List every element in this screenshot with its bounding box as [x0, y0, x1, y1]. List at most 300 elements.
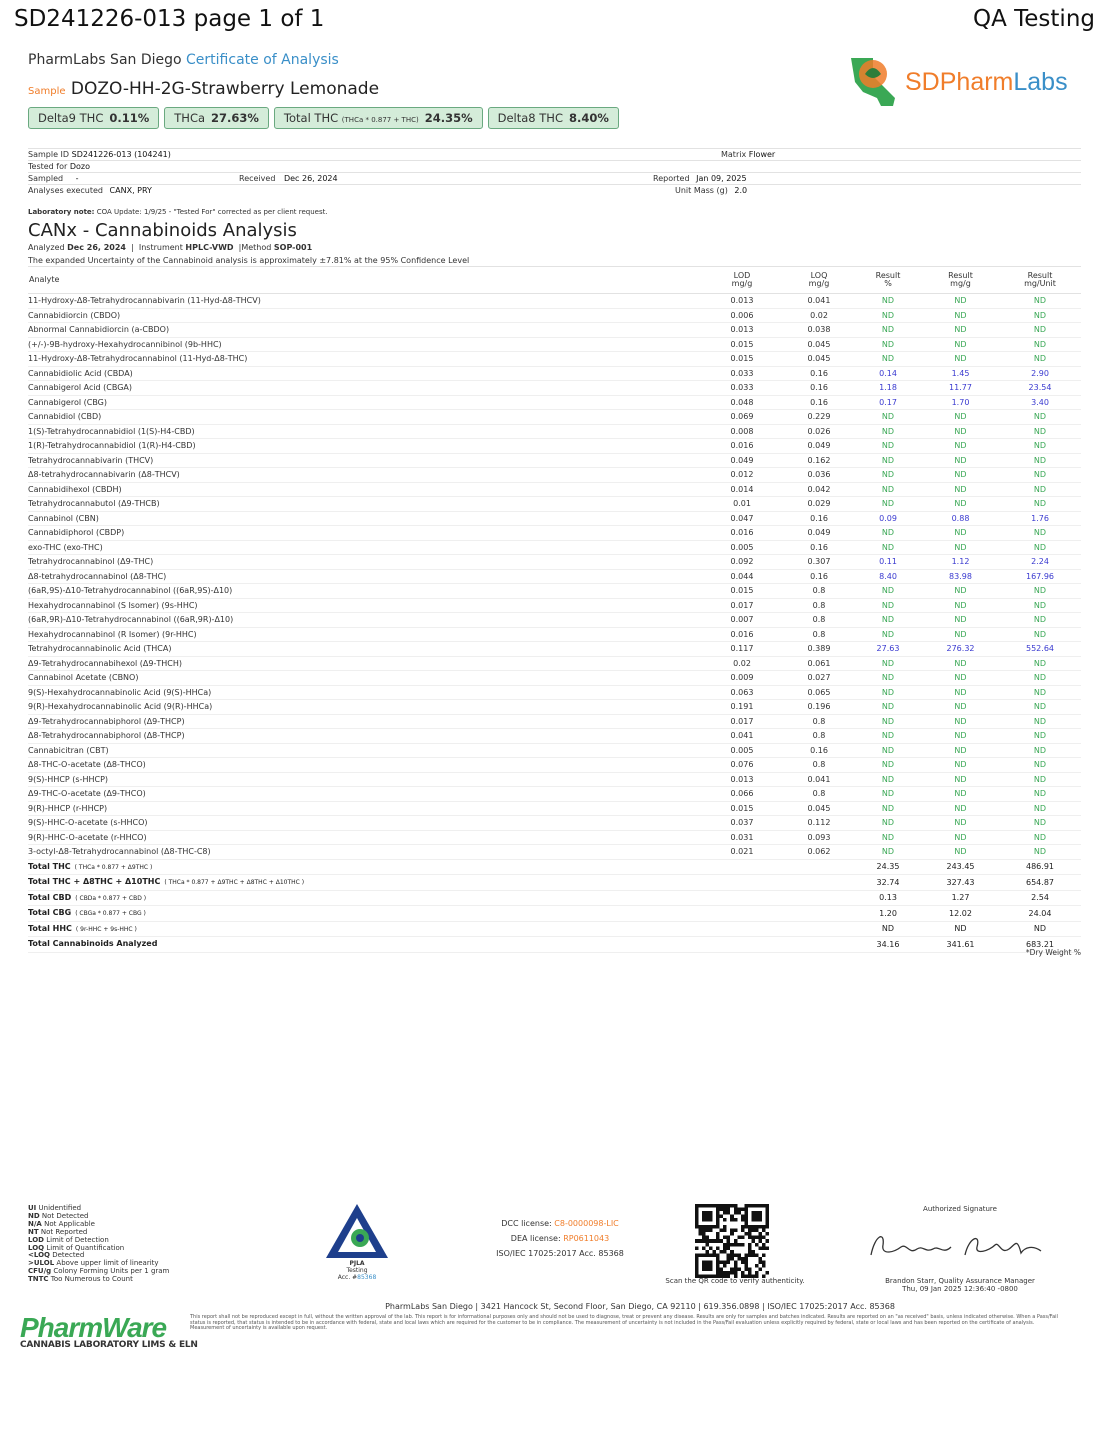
result-pct: ND: [854, 598, 922, 613]
total-mgunit: 24.04: [999, 906, 1081, 922]
table-row: [28, 729, 1081, 744]
loq-value: 0.196: [784, 700, 854, 715]
table-row: [28, 787, 1081, 802]
table-row: [28, 424, 1081, 439]
loq-value: 0.16: [784, 540, 854, 555]
table-row: [28, 540, 1081, 555]
result-pct: ND: [854, 830, 922, 845]
loq-value: [784, 921, 854, 937]
lod-value: 0.016: [700, 439, 784, 454]
analyte-name: Δ8-Tetrahydrocannabiphorol (Δ8-THCP): [28, 729, 700, 744]
loq-value: [784, 890, 854, 906]
legend-item: UI Unidentified: [28, 1204, 82, 1212]
loq-value: 0.049: [784, 526, 854, 541]
legend-item: ND Not Detected: [28, 1211, 89, 1220]
table-row: [28, 366, 1081, 381]
doc-type: Certificate of Analysis: [186, 52, 339, 68]
col-loq: LOQ mg/g: [784, 267, 854, 294]
result-pct: ND: [854, 424, 922, 439]
analyte-name: Tetrahydrocannabinolic Acid (THCA): [28, 642, 700, 657]
footer-disclaimer: This report shall not be reproduced except in full, without the written approval of the lab. This report is for informational purposes only and should not be used to diagnose, treat or prevent any disease. Results are only for samples and batches indicated. Results are reported on an "as received" basis, unless indicated otherwise. When a Pass/Fail status is reported, that status is intended to be in accordance with federal, state and local laws which are required for the customer to be in compliance. The measurement of uncertainty is not included in the Pass/Fail evaluation unless explicitly required by federal, state or local laws and has been reported on the certificate of analysis. Measurement of uncertainty is available upon request.: [190, 1314, 1058, 1331]
table-row: [28, 323, 1081, 338]
loq-value: 0.065: [784, 685, 854, 700]
result-pct: 8.40: [854, 569, 922, 584]
analyte-name: Tetrahydrocannabinol (Δ9-THC): [28, 555, 700, 570]
col-result-pct: Result %: [854, 267, 922, 294]
legend-item: CFU/g Colony Forming Units per 1 gram: [28, 1267, 170, 1276]
total-row: [28, 859, 1081, 875]
result-mgg: ND: [922, 729, 999, 744]
result-mgg: ND: [922, 598, 999, 613]
result-mgg: ND: [922, 845, 999, 860]
result-mgg: ND: [922, 714, 999, 729]
result-mgg: ND: [922, 410, 999, 425]
signature-heading: Authorized Signature: [923, 1205, 997, 1213]
result-pct: ND: [854, 410, 922, 425]
result-mgg: ND: [922, 424, 999, 439]
analyte-name: Δ8-tetrahydrocannabinol (Δ8-THC): [28, 569, 700, 584]
table-row: [28, 511, 1081, 526]
qr-caption: Scan the QR code to verify authenticity.: [665, 1277, 805, 1285]
loq-value: 0.16: [784, 511, 854, 526]
footer-address: PharmLabs San Diego | 3421 Hancock St, Second Floor, San Diego, CA 92110 | 619.356.0898 | ISO/IEC 17025:2017 Acc. 85368: [385, 1302, 895, 1311]
qr-code-icon[interactable]: [695, 1204, 769, 1278]
lod-value: 0.013: [700, 294, 784, 309]
total-mgunit: 2.54: [999, 890, 1081, 906]
result-mgunit: 167.96: [999, 569, 1081, 584]
result-pct: ND: [854, 685, 922, 700]
result-mgunit: ND: [999, 656, 1081, 671]
table-header-row: [28, 267, 1081, 294]
document-id: SD241226-013 page 1 of 1: [14, 6, 325, 32]
total-label: Total THC ( THCa * 0.877 + Δ9THC ): [28, 859, 700, 875]
lod-value: 0.005: [700, 540, 784, 555]
result-pct: ND: [854, 845, 922, 860]
result-mgg: ND: [922, 308, 999, 323]
loq-value: 0.16: [784, 381, 854, 396]
lod-value: 0.015: [700, 337, 784, 352]
result-mgg: ND: [922, 685, 999, 700]
analyte-name: 1(R)-Tetrahydrocannabidiol (1(R)-H4-CBD): [28, 439, 700, 454]
qa-testing-label: QA Testing: [972, 6, 1095, 32]
result-mgunit: ND: [999, 526, 1081, 541]
result-mgunit: ND: [999, 424, 1081, 439]
legend-item: NT Not Reported: [28, 1227, 88, 1236]
total-mgg: 341.61: [922, 937, 999, 953]
analyte-name: Hexahydrocannabinol (R Isomer) (9r-HHC): [28, 627, 700, 642]
dea-license: DEA license: RP0611043: [510, 1234, 610, 1243]
result-mgunit: ND: [999, 801, 1081, 816]
lod-value: 0.049: [700, 453, 784, 468]
analyte-name: Cannabidiorcin (CBDO): [28, 308, 700, 323]
handwritten-signature: [865, 1225, 1055, 1265]
lod-value: 0.031: [700, 830, 784, 845]
pill-thca: THCa 27.63%: [164, 107, 269, 129]
result-mgg: ND: [922, 439, 999, 454]
result-mgunit: ND: [999, 613, 1081, 628]
result-pct: ND: [854, 482, 922, 497]
result-mgg: ND: [922, 656, 999, 671]
table-row: [28, 439, 1081, 454]
result-mgg: ND: [922, 671, 999, 686]
legend-item: LOD Limit of Detection: [28, 1235, 109, 1244]
total-mgunit: 486.91: [999, 859, 1081, 875]
total-label: Total Cannabinoids Analyzed: [28, 937, 700, 953]
result-mgg: 0.88: [922, 511, 999, 526]
result-pct: ND: [854, 700, 922, 715]
total-label: Total THC + Δ8THC + Δ10THC ( THCa * 0.877 + Δ9THC + Δ8THC + Δ10THC ): [28, 875, 700, 891]
total-label: Total HHC ( 9r-HHC + 9s-HHC ): [28, 921, 700, 937]
result-mgg: ND: [922, 830, 999, 845]
result-mgunit: ND: [999, 410, 1081, 425]
analyte-name: Cannabigerol (CBG): [28, 395, 700, 410]
loq-value: [784, 906, 854, 922]
table-row: [28, 555, 1081, 570]
loq-value: 0.02: [784, 308, 854, 323]
table-row: [28, 671, 1081, 686]
lod-value: [700, 890, 784, 906]
lod-value: 0.076: [700, 758, 784, 773]
result-pct: ND: [854, 308, 922, 323]
california-map-icon: [843, 52, 905, 112]
sample-title: [28, 79, 379, 99]
total-mgg: ND: [922, 921, 999, 937]
total-pct: ND: [854, 921, 922, 937]
analyte-name: Cannabinol (CBN): [28, 511, 700, 526]
loq-value: 0.026: [784, 424, 854, 439]
result-mgg: ND: [922, 482, 999, 497]
result-mgg: 11.77: [922, 381, 999, 396]
loq-value: 0.8: [784, 729, 854, 744]
result-pct: ND: [854, 758, 922, 773]
result-mgg: ND: [922, 337, 999, 352]
table-row: [28, 743, 1081, 758]
result-pct: ND: [854, 540, 922, 555]
sdpharmlabs-logo: [843, 52, 1083, 112]
lod-value: 0.012: [700, 468, 784, 483]
table-row: [28, 830, 1081, 845]
pjla-text: PJLA Testing Acc. #85368: [337, 1260, 377, 1281]
loq-value: 0.093: [784, 830, 854, 845]
analyte-name: Δ9-Tetrahydrocannabiphorol (Δ9-THCP): [28, 714, 700, 729]
result-mgunit: ND: [999, 816, 1081, 831]
loq-value: 0.229: [784, 410, 854, 425]
result-mgunit: ND: [999, 584, 1081, 599]
result-mgg: ND: [922, 584, 999, 599]
result-mgunit: ND: [999, 308, 1081, 323]
lod-value: 0.048: [700, 395, 784, 410]
result-pct: 1.18: [854, 381, 922, 396]
lod-value: 0.037: [700, 816, 784, 831]
total-row: [28, 890, 1081, 906]
result-mgg: ND: [922, 816, 999, 831]
pharmware-logo: [20, 1312, 198, 1350]
info-row-1: Sample ID SD241226-013 (104241) Matrix Flower: [28, 148, 1081, 161]
result-mgunit: ND: [999, 323, 1081, 338]
col-analyte: Analyte: [28, 267, 700, 294]
lod-value: 0.047: [700, 511, 784, 526]
total-pct: 34.16: [854, 937, 922, 953]
result-mgg: ND: [922, 497, 999, 512]
total-mgunit: 683.21: [999, 937, 1081, 953]
result-pct: ND: [854, 468, 922, 483]
table-row: [28, 700, 1081, 715]
lod-value: [700, 906, 784, 922]
analyte-name: Cannabicitran (CBT): [28, 743, 700, 758]
table-row: [28, 845, 1081, 860]
result-pct: 0.09: [854, 511, 922, 526]
table-row: [28, 613, 1081, 628]
table-row: [28, 468, 1081, 483]
loq-value: 0.8: [784, 714, 854, 729]
lod-value: 0.033: [700, 381, 784, 396]
loq-value: 0.16: [784, 395, 854, 410]
lod-value: 0.015: [700, 584, 784, 599]
legend-item: TNTC Too Numerous to Count: [28, 1275, 133, 1284]
result-pct: 0.14: [854, 366, 922, 381]
lod-value: 0.044: [700, 569, 784, 584]
loq-value: 0.8: [784, 627, 854, 642]
analyte-name: Cannabinol Acetate (CBNO): [28, 671, 700, 686]
result-pct: 0.11: [854, 555, 922, 570]
result-mgg: ND: [922, 453, 999, 468]
col-result-mgunit: Result mg/Unit: [999, 267, 1081, 294]
info-row-2: Tested for Dozo: [28, 160, 1081, 173]
analyte-name: Cannabidiphorol (CBDP): [28, 526, 700, 541]
lod-value: 0.041: [700, 729, 784, 744]
loq-value: 0.038: [784, 323, 854, 338]
table-row: [28, 816, 1081, 831]
analyte-name: Cannabidiolic Acid (CBDA): [28, 366, 700, 381]
table-row: [28, 627, 1081, 642]
legend-item: N/A Not Applicable: [28, 1219, 95, 1228]
legend-item: <LOQ Detected: [28, 1251, 85, 1260]
loq-value: 0.041: [784, 294, 854, 309]
loq-value: 0.8: [784, 584, 854, 599]
result-mgunit: ND: [999, 729, 1081, 744]
result-pct: ND: [854, 439, 922, 454]
result-mgunit: 3.40: [999, 395, 1081, 410]
total-mgunit: ND: [999, 921, 1081, 937]
result-mgg: 276.32: [922, 642, 999, 657]
result-mgunit: ND: [999, 772, 1081, 787]
result-pct: ND: [854, 729, 922, 744]
lod-value: 0.117: [700, 642, 784, 657]
analyte-name: 9(R)-HHCP (r-HHCP): [28, 801, 700, 816]
result-pct: ND: [854, 656, 922, 671]
pill-delta8-thc: Delta8 THC 8.40%: [488, 107, 619, 129]
total-mgg: 1.27: [922, 890, 999, 906]
analyte-name: Δ9-THC-O-acetate (Δ9-THCO): [28, 787, 700, 802]
lab-heading: [28, 52, 339, 68]
table-row: [28, 308, 1081, 323]
analyte-name: (6aR,9S)-Δ10-Tetrahydrocannabinol ((6aR,9S)-Δ10): [28, 584, 700, 599]
lod-value: [700, 859, 784, 875]
table-row: [28, 714, 1081, 729]
result-mgunit: 2.24: [999, 555, 1081, 570]
result-pct: ND: [854, 671, 922, 686]
col-result-mgg: Result mg/g: [922, 267, 999, 294]
result-mgg: ND: [922, 526, 999, 541]
table-row: [28, 772, 1081, 787]
analyte-name: Cannabigerol Acid (CBGA): [28, 381, 700, 396]
sample-name: DOZO-HH-2G-Strawberry Lemonade: [70, 79, 380, 99]
loq-value: 0.062: [784, 845, 854, 860]
result-mgunit: ND: [999, 830, 1081, 845]
lod-value: 0.016: [700, 526, 784, 541]
analyte-name: Tetrahydrocannabutol (Δ9-THCB): [28, 497, 700, 512]
result-pct: ND: [854, 584, 922, 599]
analyte-name: Hexahydrocannabinol (S Isomer) (9s-HHC): [28, 598, 700, 613]
table-row: [28, 584, 1081, 599]
lab-name: PharmLabs San Diego: [28, 52, 182, 68]
result-mgunit: ND: [999, 482, 1081, 497]
result-pct: ND: [854, 627, 922, 642]
loq-value: [784, 937, 854, 953]
loq-value: 0.8: [784, 787, 854, 802]
lod-value: 0.009: [700, 671, 784, 686]
loq-value: 0.162: [784, 453, 854, 468]
result-mgunit: ND: [999, 453, 1081, 468]
result-mgunit: ND: [999, 787, 1081, 802]
lod-value: 0.016: [700, 627, 784, 642]
lod-value: 0.013: [700, 772, 784, 787]
loq-value: 0.041: [784, 772, 854, 787]
table-row: [28, 395, 1081, 410]
result-mgg: ND: [922, 352, 999, 367]
lod-value: 0.015: [700, 352, 784, 367]
result-mgg: ND: [922, 294, 999, 309]
lod-value: [700, 875, 784, 891]
pill-delta9-thc: Delta9 THC 0.11%: [28, 107, 159, 129]
result-mgg: ND: [922, 801, 999, 816]
logo-wordmark: SDPharmLabs: [905, 68, 1068, 96]
result-pct: ND: [854, 323, 922, 338]
lod-value: 0.01: [700, 497, 784, 512]
lod-value: 0.015: [700, 801, 784, 816]
result-mgunit: ND: [999, 714, 1081, 729]
analyte-name: 9(R)-HHC-O-acetate (r-HHCO): [28, 830, 700, 845]
lod-value: 0.063: [700, 685, 784, 700]
iso-accreditation: ISO/IEC 17025:2017 Acc. 85368: [496, 1249, 624, 1258]
analyte-name: Cannabidiol (CBD): [28, 410, 700, 425]
loq-value: 0.389: [784, 642, 854, 657]
result-mgg: ND: [922, 627, 999, 642]
analyte-name: (6aR,9R)-Δ10-Tetrahydrocannabinol ((6aR,9R)-Δ10): [28, 613, 700, 628]
result-pct: ND: [854, 787, 922, 802]
table-row: [28, 381, 1081, 396]
dry-weight-note: *Dry Weight %: [1025, 948, 1081, 957]
lod-value: 0.013: [700, 323, 784, 338]
col-lod: LOD mg/g: [700, 267, 784, 294]
loq-value: 0.16: [784, 569, 854, 584]
result-mgunit: ND: [999, 337, 1081, 352]
lod-value: 0.191: [700, 700, 784, 715]
analyte-name: 9(R)-Hexahydrocannabinolic Acid (9(R)-HHCa): [28, 700, 700, 715]
abbreviation-legend: [28, 1205, 169, 1284]
result-mgunit: ND: [999, 598, 1081, 613]
loq-value: 0.045: [784, 352, 854, 367]
result-pct: ND: [854, 816, 922, 831]
loq-value: 0.8: [784, 613, 854, 628]
signatory: [860, 1277, 1060, 1293]
table-row: [28, 569, 1081, 584]
result-mgg: ND: [922, 540, 999, 555]
result-mgg: ND: [922, 700, 999, 715]
loq-value: 0.027: [784, 671, 854, 686]
result-mgg: 83.98: [922, 569, 999, 584]
analyte-name: Tetrahydrocannabivarin (THCV): [28, 453, 700, 468]
lod-value: 0.007: [700, 613, 784, 628]
uncertainty-note: The expanded Uncertainty of the Cannabinoid analysis is approximately ±7.81% at the 95% Confidence Level: [28, 256, 470, 265]
lod-value: [700, 921, 784, 937]
pill-total-thc: Total THC (THCa * 0.877 + THC) 24.35%: [274, 107, 483, 129]
loq-value: [784, 875, 854, 891]
result-mgunit: ND: [999, 700, 1081, 715]
analyte-name: Δ8-THC-O-acetate (Δ8-THCO): [28, 758, 700, 773]
total-row: [28, 921, 1081, 937]
result-mgunit: ND: [999, 845, 1081, 860]
result-mgunit: 1.76: [999, 511, 1081, 526]
legend-item: LOQ Limit of Quantification: [28, 1243, 125, 1252]
analyte-name: Δ8-tetrahydrocannabivarin (Δ8-THCV): [28, 468, 700, 483]
result-mgunit: ND: [999, 685, 1081, 700]
summary-pills: [28, 107, 619, 129]
pjla-logo-icon: [322, 1202, 392, 1260]
table-row: [28, 453, 1081, 468]
table-row: [28, 642, 1081, 657]
result-pct: ND: [854, 497, 922, 512]
result-pct: ND: [854, 453, 922, 468]
result-pct: 27.63: [854, 642, 922, 657]
result-pct: ND: [854, 337, 922, 352]
lod-value: 0.008: [700, 424, 784, 439]
total-mgg: 327.43: [922, 875, 999, 891]
table-row: [28, 758, 1081, 773]
result-mgg: ND: [922, 758, 999, 773]
lod-value: 0.017: [700, 598, 784, 613]
analysis-meta: Analyzed Dec 26, 2024 | Instrument HPLC-VWD |Method SOP-001: [28, 243, 313, 252]
info-row-3: Sampled - Received Dec 26, 2024 Reported Jan 09, 2025: [28, 172, 1081, 185]
loq-value: 0.045: [784, 801, 854, 816]
table-row: [28, 656, 1081, 671]
lod-value: 0.069: [700, 410, 784, 425]
total-mgg: 12.02: [922, 906, 999, 922]
lod-value: 0.017: [700, 714, 784, 729]
sample-info: [28, 148, 1081, 198]
result-pct: ND: [854, 294, 922, 309]
analyte-name: 9(S)-HHC-O-acetate (s-HHCO): [28, 816, 700, 831]
result-mgunit: ND: [999, 497, 1081, 512]
lod-value: 0.066: [700, 787, 784, 802]
analyte-name: Δ9-Tetrahydrocannabihexol (Δ9-THCH): [28, 656, 700, 671]
total-row: [28, 937, 1081, 953]
total-pct: 24.35: [854, 859, 922, 875]
table-row: [28, 337, 1081, 352]
analyte-name: Abnormal Cannabidiorcin (a-CBDO): [28, 323, 700, 338]
loq-value: 0.112: [784, 816, 854, 831]
result-pct: ND: [854, 743, 922, 758]
result-mgunit: ND: [999, 352, 1081, 367]
result-mgunit: ND: [999, 671, 1081, 686]
lod-value: 0.014: [700, 482, 784, 497]
table-row: [28, 526, 1081, 541]
total-mgunit: 654.87: [999, 875, 1081, 891]
result-mgunit: 23.54: [999, 381, 1081, 396]
result-mgunit: ND: [999, 468, 1081, 483]
result-mgg: 1.70: [922, 395, 999, 410]
result-pct: ND: [854, 526, 922, 541]
